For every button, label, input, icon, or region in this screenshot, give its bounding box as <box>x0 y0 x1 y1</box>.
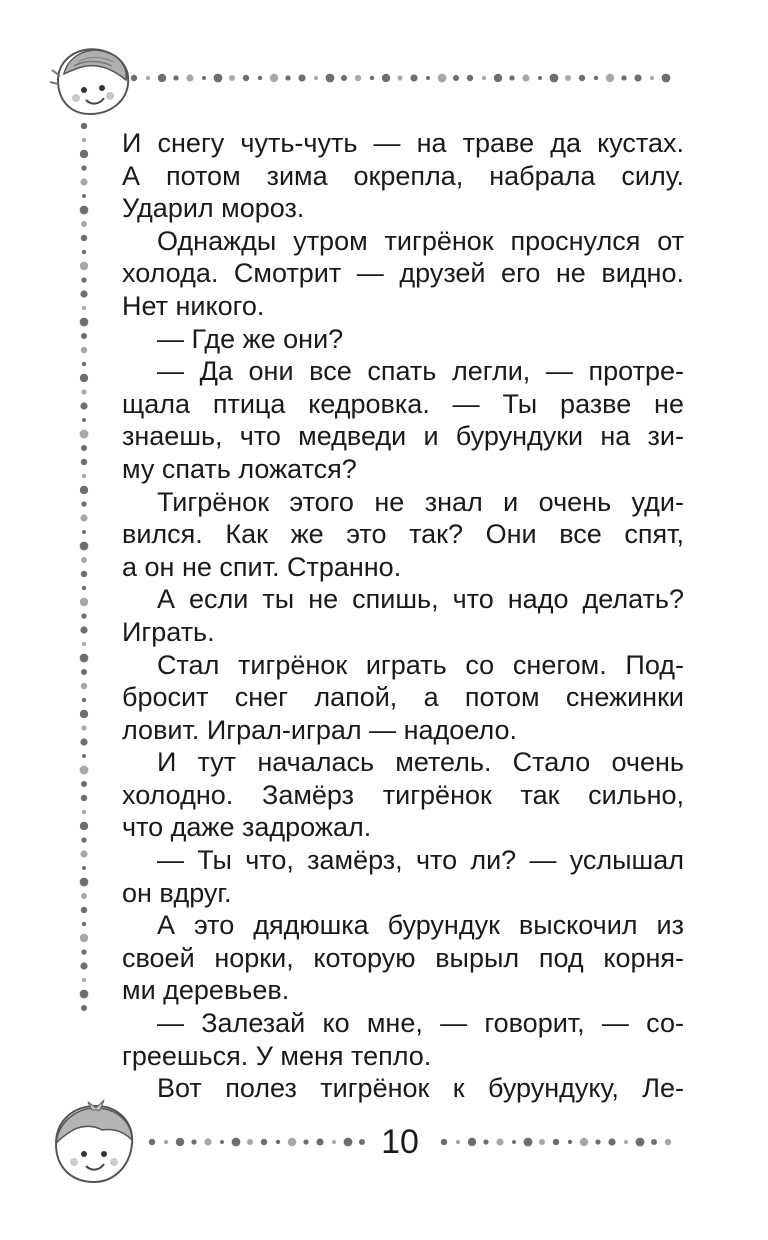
border-dot <box>164 1140 168 1144</box>
border-dot <box>82 642 86 646</box>
border-dot <box>397 75 402 80</box>
border-dot <box>247 1139 253 1145</box>
border-dot <box>285 75 290 80</box>
border-dot <box>131 75 137 81</box>
border-dot <box>80 766 89 775</box>
border-dot <box>80 962 87 969</box>
border-dot <box>662 74 671 83</box>
border-dot <box>81 347 87 353</box>
left-dotted-border <box>72 120 96 1020</box>
text-line: ми деревьев. <box>122 975 290 1006</box>
border-dot <box>80 934 88 942</box>
text-line: холодно. Замёрз тигрёнок так сильно, <box>122 779 684 810</box>
border-dot <box>80 262 88 270</box>
border-dot <box>80 206 89 215</box>
border-dot <box>191 1139 196 1144</box>
border-dot <box>344 1138 353 1147</box>
border-dot <box>332 1140 336 1144</box>
text-line: вился. Как же это так? Они все спят, <box>122 519 684 550</box>
border-dot <box>243 75 249 81</box>
border-dot <box>483 1139 488 1144</box>
text-line: Вот полез тигрёнок к бурундуку, Ле- <box>157 1073 684 1104</box>
text-line: И тут началась метель. Стало очень <box>157 747 684 778</box>
border-dot <box>80 290 87 297</box>
border-dot <box>494 74 502 82</box>
page-number: 10 <box>381 1123 419 1161</box>
border-dot <box>80 318 89 327</box>
border-dot <box>650 76 654 80</box>
border-dot <box>568 1140 572 1144</box>
border-dot <box>467 75 473 81</box>
story-text <box>122 127 684 1105</box>
border-dot <box>565 75 571 81</box>
border-dot <box>82 250 86 254</box>
text-line: А потом зима окрепла, набрала силу. <box>122 160 684 191</box>
border-dot <box>441 1139 447 1145</box>
text-line: щала птица кедровка. — Ты разве не <box>122 388 684 419</box>
border-dot <box>80 150 88 158</box>
border-dot <box>438 74 447 83</box>
text-line: знаешь, что медведи и бурундуки на зи- <box>122 421 684 452</box>
border-dot <box>176 1138 184 1146</box>
border-dot <box>522 74 529 81</box>
border-dot <box>426 76 430 80</box>
border-dot <box>80 822 88 830</box>
border-dot <box>80 598 88 606</box>
border-dot <box>81 781 87 787</box>
border-dot <box>158 74 166 82</box>
border-dot <box>81 669 87 675</box>
border-dot <box>553 1139 559 1145</box>
border-dot <box>456 1140 460 1144</box>
text-line: Нет никого. <box>122 290 265 321</box>
border-dot <box>220 1140 224 1144</box>
border-dot <box>82 138 86 142</box>
border-dot <box>82 922 86 926</box>
border-dot <box>80 850 87 857</box>
border-dot <box>81 725 86 730</box>
border-dot <box>82 978 86 982</box>
border-dot <box>81 459 87 465</box>
border-dot <box>621 75 626 80</box>
border-dot <box>80 626 87 633</box>
border-dot <box>81 123 87 129</box>
text-line: — Залезай ко мне, — говорит, — со- <box>157 1008 684 1039</box>
border-dot <box>316 1138 323 1145</box>
border-dot <box>298 74 305 81</box>
text-line: — Ты что, замёрз, что ли? — услышал <box>157 845 684 876</box>
border-dot <box>636 1138 645 1147</box>
border-dot <box>82 306 86 310</box>
border-dot <box>579 75 585 81</box>
border-dot <box>82 362 86 366</box>
border-dot <box>288 1138 296 1146</box>
border-dot <box>186 74 193 81</box>
text-line: — Где же они? <box>157 323 344 354</box>
border-dot <box>314 76 318 80</box>
border-dot <box>482 76 486 80</box>
text-line: Ударил мороз. <box>122 193 305 224</box>
border-dot <box>410 74 417 81</box>
border-dot <box>149 1139 155 1145</box>
text-line: холода. Смотрит — друзей его не видно. <box>122 258 684 289</box>
border-dot <box>270 74 278 82</box>
border-dot <box>81 277 86 282</box>
border-dot <box>82 586 86 590</box>
border-dot <box>81 445 87 451</box>
text-line: он вдруг. <box>122 877 232 908</box>
girl-face-bottom-icon <box>44 1094 144 1190</box>
border-dot <box>496 1138 503 1145</box>
border-dot <box>580 1138 588 1146</box>
border-dot <box>550 74 559 83</box>
border-dot <box>81 235 87 241</box>
text-line: А это дядюшка бурундук выскочил из <box>157 910 684 941</box>
text-line: му спать ложатся? <box>122 453 357 484</box>
text-line: Тигрёнок этого не знал и очень уди- <box>157 486 684 517</box>
border-dot <box>81 907 87 913</box>
text-line: бросит снег лапой, а потом снежинки <box>122 682 684 713</box>
border-dot <box>81 837 86 842</box>
border-dot <box>80 738 87 745</box>
border-dot <box>82 698 86 702</box>
border-dot <box>606 74 614 82</box>
text-line: Стал тигрёнок играть со снегом. Под- <box>157 649 684 680</box>
border-dot <box>81 683 87 689</box>
border-dot <box>261 1139 267 1145</box>
border-dot <box>276 1140 280 1144</box>
border-dot <box>81 949 86 954</box>
border-dot <box>81 557 87 563</box>
border-dot <box>80 710 88 718</box>
border-dot <box>80 514 87 521</box>
border-dot <box>595 1139 600 1144</box>
border-dot <box>370 76 374 80</box>
border-dot <box>202 76 206 80</box>
border-dot <box>80 374 88 382</box>
text-line: греешься. У меня тепло. <box>122 1040 432 1071</box>
border-dot <box>80 654 89 663</box>
border-dot <box>229 75 235 81</box>
border-dot <box>82 866 86 870</box>
border-dot <box>303 1139 308 1144</box>
text-line: А если ты не спишь, что надо делать? <box>157 584 684 615</box>
border-dot <box>665 1139 671 1145</box>
border-dot <box>81 893 87 899</box>
border-dot <box>80 990 89 999</box>
text-line: а он не спит. Странно. <box>122 551 402 582</box>
border-dot <box>258 76 262 80</box>
border-dot <box>634 74 641 81</box>
border-dot <box>341 75 347 81</box>
border-dot <box>146 76 150 80</box>
border-dot <box>81 571 87 577</box>
text-line: ловит. Играл-играл — надоело. <box>122 714 518 745</box>
border-dot <box>82 754 86 758</box>
border-dot <box>80 486 88 494</box>
border-dot <box>80 178 87 185</box>
text-line: Однажды утром тигрёнок проснулся от <box>157 225 684 256</box>
border-dot <box>81 501 86 506</box>
border-dot <box>382 74 390 82</box>
text-line: — Да они все спать легли, — протре- <box>157 356 684 387</box>
border-dot <box>81 795 87 801</box>
border-dot <box>539 1139 545 1145</box>
text-line: И снегу чуть-чуть — на траве да кустах. <box>122 128 684 158</box>
border-dot <box>82 810 86 814</box>
border-dot <box>624 1140 628 1144</box>
border-dot <box>81 165 86 170</box>
girl-face-top-icon <box>44 40 140 122</box>
border-dot <box>82 194 86 198</box>
border-dot <box>81 389 86 394</box>
border-dot <box>173 75 178 80</box>
text-line: своей норки, которую вырыл под корня- <box>122 942 684 973</box>
border-dot <box>608 1138 615 1145</box>
border-dot <box>81 613 86 618</box>
border-dot <box>214 74 223 83</box>
border-dot <box>453 75 459 81</box>
border-dot <box>468 1138 476 1146</box>
border-dot <box>80 542 89 551</box>
bottom-dotted-border-left <box>146 1132 372 1152</box>
border-dot <box>651 1139 657 1145</box>
border-dot <box>232 1138 241 1147</box>
border-dot <box>524 1138 533 1147</box>
border-dot <box>355 75 361 81</box>
border-dot <box>80 878 89 887</box>
border-dot <box>81 333 87 339</box>
text-line: Играть. <box>122 616 215 647</box>
top-dotted-border <box>128 68 684 88</box>
border-dot <box>80 402 87 409</box>
border-dot <box>82 530 86 534</box>
border-dot <box>512 1140 516 1144</box>
border-dot <box>80 430 89 439</box>
border-dot <box>81 1005 87 1011</box>
border-dot <box>538 76 542 80</box>
bottom-dotted-border-right <box>438 1132 680 1152</box>
border-dot <box>359 1139 365 1145</box>
border-dot <box>82 474 86 478</box>
text-line: что даже задрожал. <box>122 812 372 843</box>
border-dot <box>509 75 514 80</box>
border-dot <box>594 76 598 80</box>
border-dot <box>204 1138 211 1145</box>
border-dot <box>82 418 86 422</box>
border-dot <box>81 221 87 227</box>
border-dot <box>326 74 335 83</box>
